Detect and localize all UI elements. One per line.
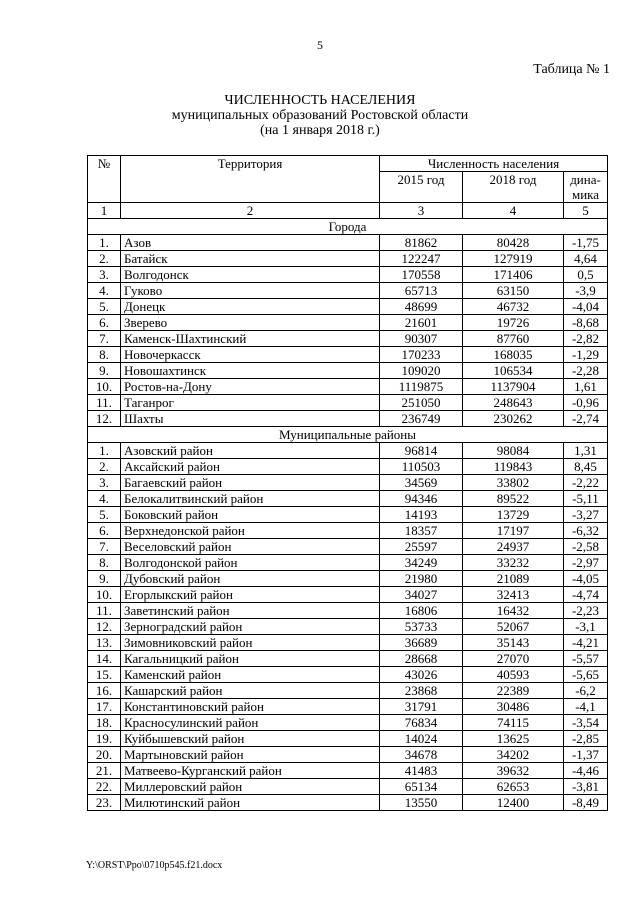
table-row (88, 411, 608, 427)
table-row (88, 667, 608, 683)
population-2018: 27070 (463, 651, 564, 667)
territory-name: Константиновский район (121, 699, 380, 715)
population-2018: 87760 (463, 331, 564, 347)
table-row (88, 251, 608, 267)
row-number: 6. (88, 315, 121, 331)
territory-name: Волгодонской район (121, 555, 380, 571)
population-2018: 16432 (463, 603, 564, 619)
territory-name: Каменск-Шахтинский (121, 331, 380, 347)
population-2015: 34569 (380, 475, 463, 491)
dynamics-value: -3,27 (564, 507, 608, 523)
territory-name: Азов (121, 235, 380, 251)
territory-name: Ростов-на-Дону (121, 379, 380, 395)
row-number: 11. (88, 603, 121, 619)
table-row (88, 379, 608, 395)
dynamics-value: -2,97 (564, 555, 608, 571)
population-2015: 65713 (380, 283, 463, 299)
population-2015: 13550 (380, 795, 463, 811)
territory-name: Каменский район (121, 667, 380, 683)
population-2015: 76834 (380, 715, 463, 731)
dynamics-value: -4,1 (564, 699, 608, 715)
table-row (88, 587, 608, 603)
table-row (88, 459, 608, 475)
population-2018: 35143 (463, 635, 564, 651)
title-block (0, 93, 640, 138)
population-2018: 63150 (463, 283, 564, 299)
row-number: 4. (88, 283, 121, 299)
territory-name: Зерноградский район (121, 619, 380, 635)
territory-name: Веселовский район (121, 539, 380, 555)
row-number: 22. (88, 779, 121, 795)
column-number-row (88, 203, 608, 219)
dynamics-value: -6,2 (564, 683, 608, 699)
dynamics-value: -2,58 (564, 539, 608, 555)
col-num-4: 4 (463, 203, 564, 219)
territory-name: Мартыновский район (121, 747, 380, 763)
header-territory: Территория (121, 156, 380, 203)
population-2018: 32413 (463, 587, 564, 603)
table-row (88, 603, 608, 619)
document-subtitle: муниципальных образований Ростовской области (171, 108, 469, 123)
table-row (88, 795, 608, 811)
population-2018: 1137904 (463, 379, 564, 395)
row-number: 1. (88, 443, 121, 459)
row-number: 14. (88, 651, 121, 667)
population-2015: 21601 (380, 315, 463, 331)
row-number: 1. (88, 235, 121, 251)
territory-name: Зверево (121, 315, 380, 331)
population-2018: 62653 (463, 779, 564, 795)
territory-name: Донецк (121, 299, 380, 315)
dynamics-value: -1,75 (564, 235, 608, 251)
table-row (88, 507, 608, 523)
territory-name: Куйбышевский район (121, 731, 380, 747)
territory-name: Шахты (121, 411, 380, 427)
table-row (88, 731, 608, 747)
population-2015: 48699 (380, 299, 463, 315)
section-header-row (88, 219, 608, 235)
territory-name: Милютинский район (121, 795, 380, 811)
population-2015: 170558 (380, 267, 463, 283)
table-row (88, 491, 608, 507)
population-2015: 122247 (380, 251, 463, 267)
population-2018: 74115 (463, 715, 564, 731)
table-row (88, 443, 608, 459)
population-2018: 171406 (463, 267, 564, 283)
population-2018: 40593 (463, 667, 564, 683)
dynamics-value: -2,23 (564, 603, 608, 619)
population-2018: 168035 (463, 347, 564, 363)
document-title: ЧИСЛЕННОСТЬ НАСЕЛЕНИЯ (224, 93, 416, 108)
population-2018: 39632 (463, 763, 564, 779)
dynamics-value: -6,32 (564, 523, 608, 539)
table-row (88, 347, 608, 363)
population-2018: 119843 (463, 459, 564, 475)
dynamics-value: -4,05 (564, 571, 608, 587)
dynamics-value: -2,22 (564, 475, 608, 491)
population-2015: 34249 (380, 555, 463, 571)
dynamics-value: -5,57 (564, 651, 608, 667)
population-2018: 89522 (463, 491, 564, 507)
row-number: 20. (88, 747, 121, 763)
population-2018: 46732 (463, 299, 564, 315)
dynamics-value: -5,65 (564, 667, 608, 683)
dynamics-value: -2,74 (564, 411, 608, 427)
row-number: 3. (88, 475, 121, 491)
territory-name: Дубовский район (121, 571, 380, 587)
table-row (88, 315, 608, 331)
territory-name: Егорлыкский район (121, 587, 380, 603)
territory-name: Кашарский район (121, 683, 380, 699)
territory-name: Волгодонск (121, 267, 380, 283)
row-number: 7. (88, 539, 121, 555)
row-number: 13. (88, 635, 121, 651)
population-2015: 170233 (380, 347, 463, 363)
header-2018: 2018 год (463, 172, 564, 203)
population-2015: 1119875 (380, 379, 463, 395)
table-row (88, 571, 608, 587)
population-2018: 33232 (463, 555, 564, 571)
table-row (88, 635, 608, 651)
table-row (88, 683, 608, 699)
table-row (88, 283, 608, 299)
population-2015: 65134 (380, 779, 463, 795)
population-2018: 17197 (463, 523, 564, 539)
territory-name: Азовский район (121, 443, 380, 459)
territory-name: Новочеркасск (121, 347, 380, 363)
header-dynamics-line1: дина- (570, 172, 601, 187)
population-2018: 21089 (463, 571, 564, 587)
row-number: 9. (88, 363, 121, 379)
file-path-footer: Y:\ORST\Ppo\0710p545.f21.docx (86, 860, 223, 871)
territory-name: Миллеровский район (121, 779, 380, 795)
row-number: 9. (88, 571, 121, 587)
dynamics-value: 0,5 (564, 267, 608, 283)
table-row (88, 763, 608, 779)
table-row (88, 395, 608, 411)
territory-name: Новошахтинск (121, 363, 380, 379)
population-2015: 28668 (380, 651, 463, 667)
dynamics-value: -3,1 (564, 619, 608, 635)
header-dynamics (564, 172, 608, 203)
row-number: 11. (88, 395, 121, 411)
dynamics-value: -0,96 (564, 395, 608, 411)
row-number: 2. (88, 251, 121, 267)
population-2018: 22389 (463, 683, 564, 699)
territory-name: Верхнедонской район (121, 523, 380, 539)
table-row (88, 475, 608, 491)
territory-name: Зимовниковский район (121, 635, 380, 651)
row-number: 23. (88, 795, 121, 811)
dynamics-value: -3,54 (564, 715, 608, 731)
population-2018: 98084 (463, 443, 564, 459)
row-number: 7. (88, 331, 121, 347)
population-2015: 18357 (380, 523, 463, 539)
table-label: Таблица № 1 (533, 62, 610, 77)
dynamics-value: -1,29 (564, 347, 608, 363)
population-2015: 25597 (380, 539, 463, 555)
table-row (88, 555, 608, 571)
territory-name: Аксайский район (121, 459, 380, 475)
table-row (88, 779, 608, 795)
population-2015: 14024 (380, 731, 463, 747)
col-num-3: 3 (380, 203, 463, 219)
page-number: 5 (317, 38, 323, 52)
population-2018: 52067 (463, 619, 564, 635)
table-row (88, 539, 608, 555)
row-number: 17. (88, 699, 121, 715)
territory-name: Заветинский район (121, 603, 380, 619)
dynamics-value: -3,81 (564, 779, 608, 795)
dynamics-value: -8,49 (564, 795, 608, 811)
row-number: 19. (88, 731, 121, 747)
row-number: 10. (88, 379, 121, 395)
dynamics-value: -2,85 (564, 731, 608, 747)
header-population: Численность населения (380, 156, 608, 172)
row-number: 15. (88, 667, 121, 683)
population-2015: 34027 (380, 587, 463, 603)
header-dynamics-line2: мика (571, 187, 600, 202)
row-number: 3. (88, 267, 121, 283)
territory-name: Батайск (121, 251, 380, 267)
population-2015: 110503 (380, 459, 463, 475)
population-2018: 230262 (463, 411, 564, 427)
population-2015: 34678 (380, 747, 463, 763)
dynamics-value: -4,21 (564, 635, 608, 651)
territory-name: Таганрог (121, 395, 380, 411)
territory-name: Багаевский район (121, 475, 380, 491)
territory-name: Боковский район (121, 507, 380, 523)
population-2015: 43026 (380, 667, 463, 683)
population-2015: 41483 (380, 763, 463, 779)
row-number: 5. (88, 299, 121, 315)
row-number: 18. (88, 715, 121, 731)
dynamics-value: -1,37 (564, 747, 608, 763)
territory-name: Красносулинский район (121, 715, 380, 731)
header-2015: 2015 год (380, 172, 463, 203)
population-2015: 36689 (380, 635, 463, 651)
population-2015: 109020 (380, 363, 463, 379)
population-2015: 96814 (380, 443, 463, 459)
population-2018: 12400 (463, 795, 564, 811)
population-2015: 94346 (380, 491, 463, 507)
dynamics-value: -3,9 (564, 283, 608, 299)
population-2018: 13729 (463, 507, 564, 523)
dynamics-value: -5,11 (564, 491, 608, 507)
section-header-row (88, 427, 608, 443)
section-title: Города (88, 219, 608, 235)
population-2015: 23868 (380, 683, 463, 699)
row-number: 6. (88, 523, 121, 539)
table-row (88, 651, 608, 667)
table-row (88, 331, 608, 347)
population-2018: 127919 (463, 251, 564, 267)
population-2015: 90307 (380, 331, 463, 347)
row-number: 5. (88, 507, 121, 523)
dynamics-value: 1,61 (564, 379, 608, 395)
dynamics-value: -2,82 (564, 331, 608, 347)
section-title: Муниципальные районы (88, 427, 608, 443)
row-number: 12. (88, 619, 121, 635)
dynamics-value: -4,74 (564, 587, 608, 603)
table-row (88, 715, 608, 731)
row-number: 16. (88, 683, 121, 699)
population-2015: 21980 (380, 571, 463, 587)
row-number: 21. (88, 763, 121, 779)
table-row (88, 747, 608, 763)
population-2015: 53733 (380, 619, 463, 635)
population-2018: 80428 (463, 235, 564, 251)
table-row (88, 523, 608, 539)
table-row (88, 267, 608, 283)
dynamics-value: -2,28 (564, 363, 608, 379)
dynamics-value: 4,64 (564, 251, 608, 267)
population-2015: 14193 (380, 507, 463, 523)
population-2018: 248643 (463, 395, 564, 411)
row-number: 4. (88, 491, 121, 507)
population-table (87, 155, 608, 811)
population-2018: 33802 (463, 475, 564, 491)
row-number: 8. (88, 555, 121, 571)
col-num-1: 1 (88, 203, 121, 219)
population-2015: 31791 (380, 699, 463, 715)
population-2015: 16806 (380, 603, 463, 619)
dynamics-value: -4,04 (564, 299, 608, 315)
dynamics-value: 1,31 (564, 443, 608, 459)
header-num: № (88, 156, 121, 203)
territory-name: Кагальницкий район (121, 651, 380, 667)
population-2015: 81862 (380, 235, 463, 251)
table-row (88, 363, 608, 379)
row-number: 10. (88, 587, 121, 603)
col-num-2: 2 (121, 203, 380, 219)
col-num-5: 5 (564, 203, 608, 219)
population-2018: 19726 (463, 315, 564, 331)
population-2018: 106534 (463, 363, 564, 379)
territory-name: Гуково (121, 283, 380, 299)
row-number: 8. (88, 347, 121, 363)
territory-name: Белокалитвинский район (121, 491, 380, 507)
population-2018: 13625 (463, 731, 564, 747)
population-2018: 34202 (463, 747, 564, 763)
row-number: 12. (88, 411, 121, 427)
row-number: 2. (88, 459, 121, 475)
dynamics-value: -4,46 (564, 763, 608, 779)
territory-name: Матвеево-Курганский район (121, 763, 380, 779)
table-row (88, 699, 608, 715)
dynamics-value: -8,68 (564, 315, 608, 331)
population-2015: 251050 (380, 395, 463, 411)
table-row (88, 619, 608, 635)
table-row (88, 299, 608, 315)
header-row (88, 156, 608, 172)
dynamics-value: 8,45 (564, 459, 608, 475)
population-2015: 236749 (380, 411, 463, 427)
table-row (88, 235, 608, 251)
population-2018: 24937 (463, 539, 564, 555)
population-2018: 30486 (463, 699, 564, 715)
document-date: (на 1 января 2018 г.) (260, 123, 380, 138)
